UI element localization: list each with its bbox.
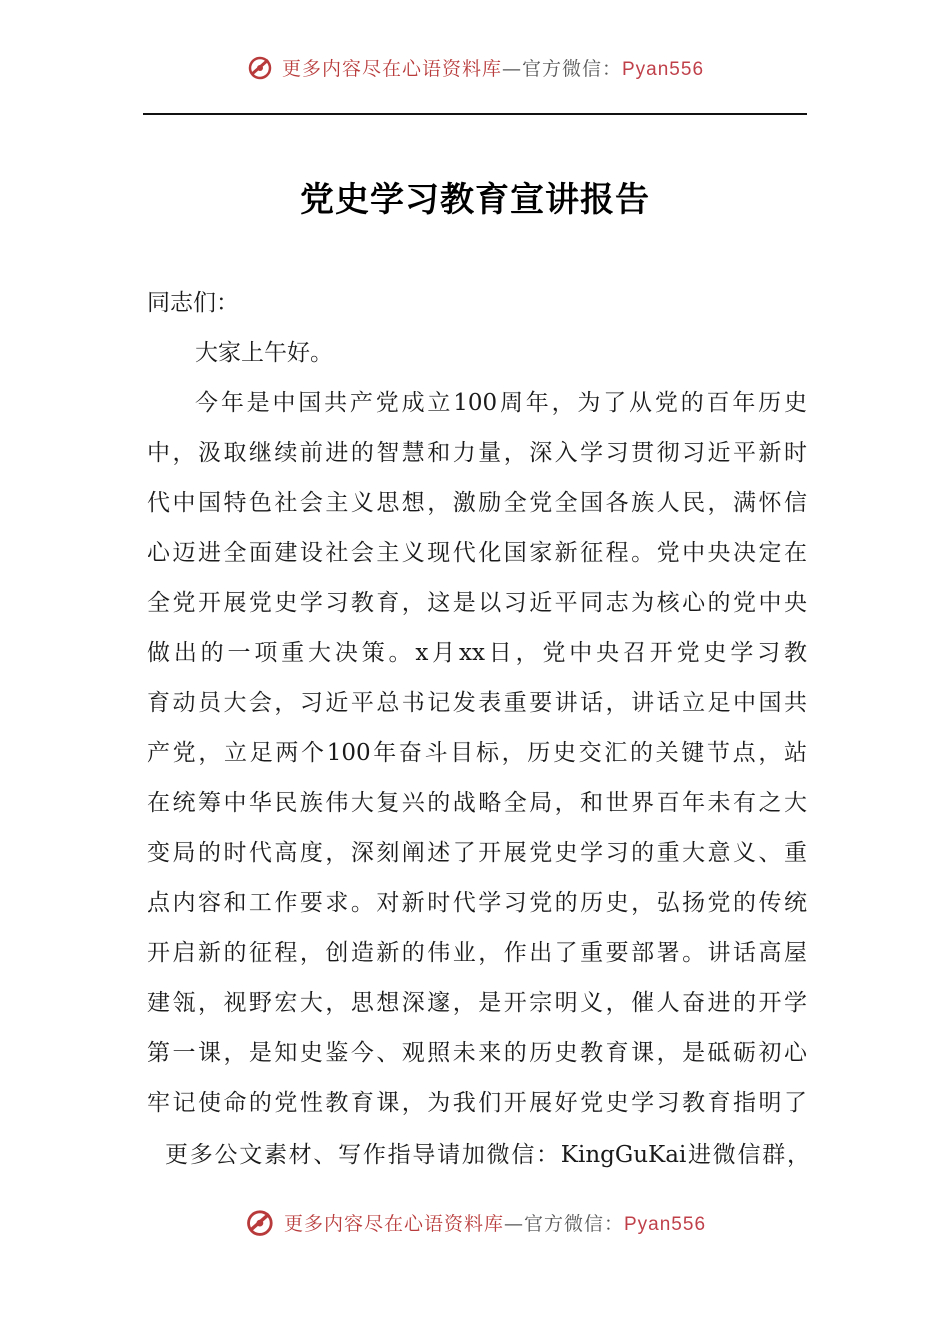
paragraph-line: 点内容和工作要求。对新时代学习党的历史，弘扬党的传统 bbox=[147, 890, 807, 916]
paragraph-line: 代中国特色社会主义思想，激励全党全国各族人民，满怀信 bbox=[147, 490, 807, 516]
paragraph-line: 牢记使命的党性教育课，为我们开展好党史学习教育指明了 bbox=[147, 1090, 807, 1116]
paragraph-line: 建瓴，视野宏大，思想深邃，是开宗明义，催人奋进的开学 bbox=[147, 990, 807, 1016]
paragraph-line: 育动员大会，习近平总书记发表重要讲话，讲话立足中国共 bbox=[147, 690, 807, 716]
footer-watermark bbox=[0, 1200, 950, 1244]
paragraph-line: 心迈进全面建设社会主义现代化国家新征程。党中央决定在 bbox=[147, 540, 807, 566]
header-watermark bbox=[0, 56, 950, 86]
header-brand-text: 更多内容尽在心语资料库—官方微信：Pyan556 bbox=[281, 57, 705, 80]
paragraph-line: 变局的时代高度，深刻阐述了开展党史学习的重大意义、重 bbox=[147, 840, 807, 866]
paragraph-line: 第一课，是知史鉴今、观照未来的历史教育课，是砥砺初心 bbox=[147, 1040, 807, 1066]
brand-logo-icon bbox=[244, 1207, 278, 1237]
promo-line: 更多公文素材、写作指导请加微信：KingGuKai进微信群， bbox=[165, 1142, 810, 1168]
footer-brand-text: 更多内容尽在心语资料库—官方微信：Pyan556 bbox=[283, 1212, 707, 1235]
paragraph-line: 开启新的征程，创造新的伟业，作出了重要部署。讲话高屋 bbox=[147, 940, 807, 966]
paragraph-line: 今年是中国共产党成立100周年，为了从党的百年历史 bbox=[195, 390, 807, 416]
document-body bbox=[147, 280, 807, 1130]
paragraph-line: 中，汲取继续前进的智慧和力量，深入学习贯彻习近平新时 bbox=[147, 440, 807, 466]
paragraph-line: 产党，立足两个100年奋斗目标，历史交汇的关键节点，站 bbox=[147, 740, 807, 766]
salutation: 同志们： bbox=[147, 290, 239, 316]
document-title: 党史学习教育宣讲报告 bbox=[300, 180, 650, 220]
header-rule bbox=[143, 113, 807, 115]
paragraph-line: 做出的一项重大决策。x月xx日，党中央召开党史学习教 bbox=[147, 640, 807, 666]
brand-logo-icon bbox=[246, 56, 276, 80]
paragraph-line: 全党开展党史学习教育，这是以习近平同志为核心的党中央 bbox=[147, 590, 807, 616]
paragraph-line: 在统筹中华民族伟大复兴的战略全局，和世界百年未有之大 bbox=[147, 790, 807, 816]
greeting: 大家上午好。 bbox=[195, 340, 333, 366]
